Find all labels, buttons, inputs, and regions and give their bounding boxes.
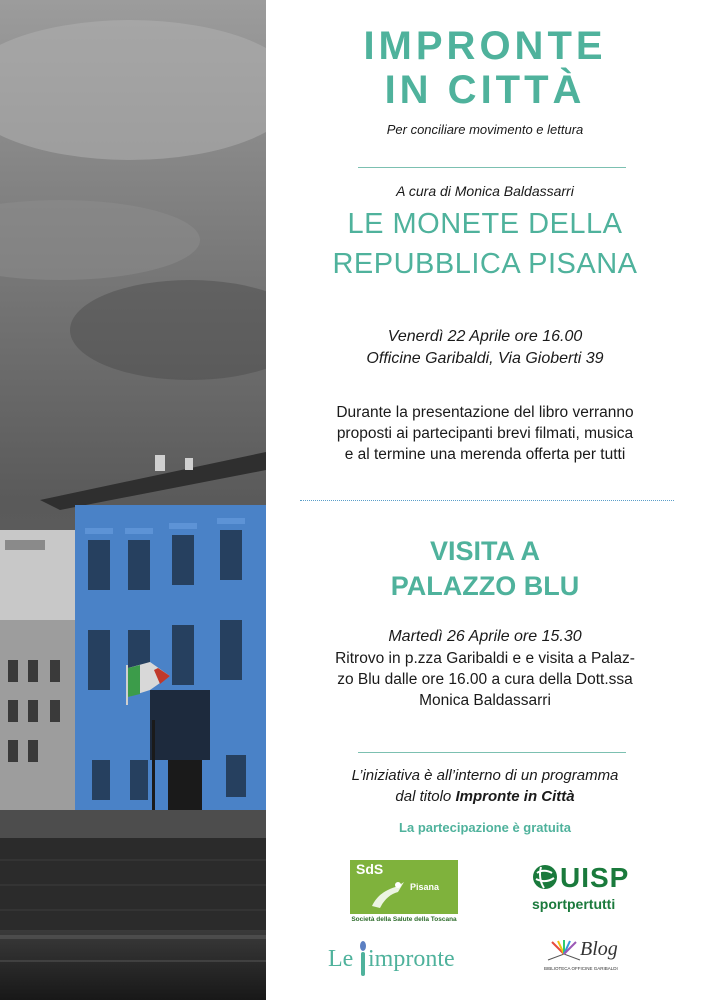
divider-bottom [358, 752, 626, 753]
event1-date: Venerdì 22 Aprile ore 16.00 [387, 328, 583, 345]
event2-desc-line1: Ritrovo in p.zza Garibaldi e e visita a Palaz- [335, 650, 635, 667]
event1-title-line1: LE MONETE DELLA [347, 208, 623, 240]
event1-description [266, 402, 704, 465]
blog-word: Blog [580, 938, 618, 960]
blog-biblioteca-logo [544, 938, 630, 990]
event1-title-line2: REPUBBLICA PISANA [332, 248, 638, 280]
footprint-icon [358, 940, 368, 980]
main-title-line1: IMPRONTE [363, 24, 607, 68]
sds-figure-icon [368, 880, 408, 910]
event1-desc-line3: e al termine una merenda offerta per tutti [344, 446, 626, 463]
event1-title [266, 204, 704, 284]
event2-date: Martedì 26 Aprile ore 15.30 [388, 628, 582, 645]
uisp-name: UISP [560, 862, 630, 893]
uisp-logo [528, 860, 640, 918]
le-impronte-logo [328, 940, 468, 986]
event1-curator: A cura di Monica Baldassarri [396, 183, 574, 199]
impronte-logo-prefix: Le [328, 946, 354, 972]
divider-top [358, 167, 626, 168]
program-note [266, 765, 704, 807]
main-title [266, 24, 704, 112]
event2-desc-line2: zo Blu dalle ore 16.00 a cura della Dott.ssa [337, 671, 633, 688]
event2-title [266, 534, 704, 604]
event2-desc-line3: Monica Baldassarri [419, 692, 551, 709]
program-name: Impronte in Città [455, 788, 575, 805]
uisp-tagline: sportpertutti [532, 896, 616, 912]
divider-dotted [300, 500, 674, 501]
poster-content [266, 0, 704, 1000]
event2-title-line2: PALAZZO BLU [390, 571, 580, 601]
main-title-line2: IN CITTÀ [384, 68, 586, 112]
subtitle: Per conciliare movimento e lettura [386, 122, 584, 137]
blog-caption: BIBLIOTECA OFFICINE GARIBALDI [544, 966, 618, 971]
program-line1: L’iniziativa è all’interno di un programma [351, 767, 619, 784]
impronte-logo-word: impronte [368, 946, 455, 972]
event2-description [266, 648, 704, 711]
event2-title-line1: VISITA A [429, 536, 540, 566]
event1-desc-line1: Durante la presentazione del libro verranno [336, 404, 634, 421]
sds-logo-city: Pisana [410, 882, 440, 892]
sds-logo-caption: Società della Salute della Toscana [351, 916, 457, 923]
palazzo-blu-photo [0, 0, 266, 1000]
event1-desc-line2: proposti ai partecipanti brevi filmati, musica [336, 425, 634, 442]
open-book-icon [546, 940, 582, 962]
free-participation: La partecipazione è gratuita [399, 820, 571, 835]
uisp-globe-icon [532, 864, 558, 890]
event1-schedule [266, 326, 704, 370]
sds-logo-big: SdS [356, 861, 384, 877]
program-line2-prefix: dal titolo [395, 788, 456, 805]
program-line2 [266, 786, 704, 807]
sds-pisana-logo [350, 860, 458, 928]
sds-logo-box [350, 860, 458, 914]
event1-place: Officine Garibaldi, Via Gioberti 39 [366, 350, 604, 367]
